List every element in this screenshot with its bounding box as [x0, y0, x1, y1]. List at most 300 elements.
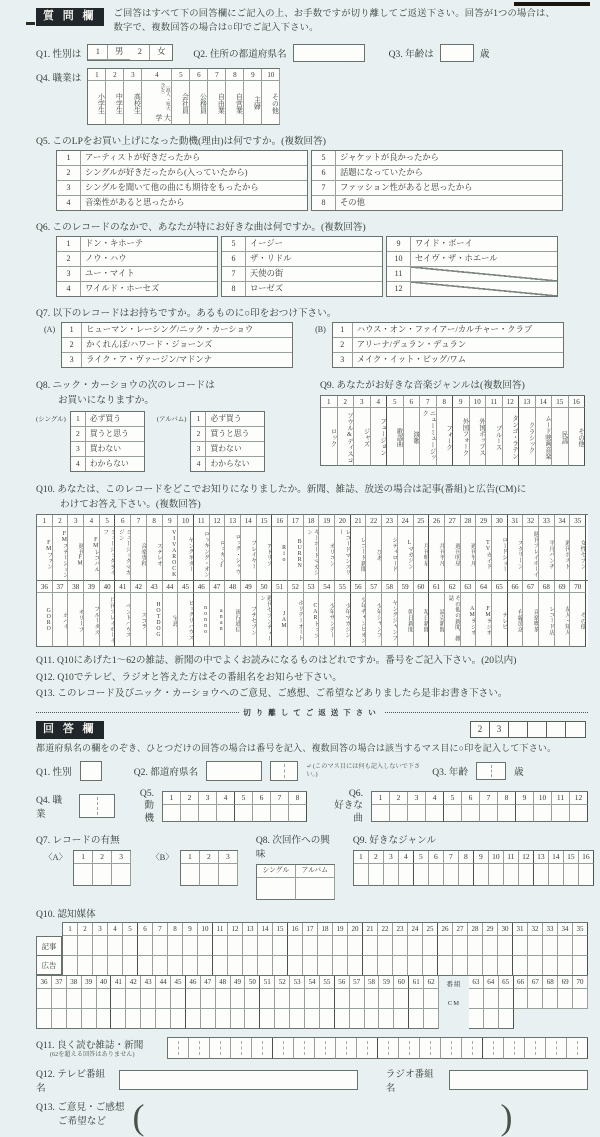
answer-cell-article[interactable] [243, 936, 258, 956]
answer-cell-article[interactable] [108, 936, 123, 956]
answer-cell-article[interactable] [216, 989, 231, 1009]
code-cell[interactable] [547, 722, 566, 737]
answer-cell-article[interactable] [183, 936, 198, 956]
answer-cell-article[interactable] [513, 936, 528, 956]
answer-cell-ad[interactable] [141, 1009, 156, 1029]
answer-cell[interactable] [253, 805, 271, 822]
answer-cell[interactable] [369, 864, 384, 886]
a-q9-column [579, 851, 594, 886]
media-column [178, 581, 194, 647]
answer-cell-ad[interactable] [156, 1009, 171, 1029]
media-column [194, 515, 210, 581]
answer-cell-ad[interactable] [153, 956, 168, 976]
a-q10-column [363, 923, 378, 976]
media-number: 55 [335, 581, 351, 593]
answer-cell[interactable] [399, 1038, 420, 1059]
q9-genre-label: その他 [569, 408, 586, 466]
answer-cell-ad[interactable] [543, 956, 558, 976]
a-q12-tv-input[interactable] [119, 1070, 358, 1090]
grid-number: 59 [379, 976, 394, 989]
answer-cell[interactable] [489, 864, 504, 886]
answer-cell-ad[interactable] [350, 1009, 365, 1029]
a-q9-column [504, 851, 519, 886]
answer-cell[interactable] [399, 864, 414, 886]
answer-cell-ad[interactable] [245, 1009, 260, 1029]
answer-cell[interactable] [546, 1038, 567, 1059]
grid-number: 29 [483, 923, 498, 936]
grid-number: 2 [93, 851, 112, 864]
q4-column [244, 69, 262, 125]
media-column [53, 581, 69, 647]
answer-cell-article[interactable] [198, 936, 213, 956]
answer-cell-ad[interactable] [333, 956, 348, 976]
answer-cell-ad[interactable] [288, 956, 303, 976]
a-q3-age-cell[interactable] [476, 762, 506, 780]
answer-cell-ad[interactable] [93, 956, 108, 976]
media-label: BURRN [288, 527, 304, 581]
answer-cell[interactable] [219, 864, 238, 886]
answer-cell-article[interactable] [273, 936, 288, 956]
answer-cell[interactable] [408, 805, 426, 822]
answer-cell[interactable] [210, 1038, 231, 1059]
answer-cell-article[interactable] [37, 989, 52, 1009]
answer-cell-article[interactable] [153, 936, 168, 956]
answer-cell-ad[interactable] [513, 956, 528, 976]
q9-column [486, 396, 503, 466]
answer-cell[interactable] [573, 989, 588, 1009]
a-q10-column [499, 976, 514, 1029]
answer-cell-ad[interactable] [168, 956, 183, 976]
a-q6-grid [371, 791, 588, 822]
answer-cell-article[interactable] [378, 936, 393, 956]
a-q10-column [483, 923, 498, 976]
answer-cell-article[interactable] [409, 989, 424, 1009]
answer-cell[interactable] [462, 805, 480, 822]
answer-cell-ad[interactable] [201, 1009, 216, 1029]
answer-cell-ad[interactable] [363, 956, 378, 976]
answer-cell[interactable] [257, 878, 296, 900]
answer-cell[interactable] [462, 1038, 483, 1059]
answer-cell-article[interactable] [453, 936, 468, 956]
answer-cell-ad[interactable] [318, 956, 333, 976]
answer-cell[interactable] [289, 805, 307, 822]
answer-cell[interactable] [441, 1038, 462, 1059]
answer-cell-cm[interactable] [469, 1009, 484, 1029]
answer-cell[interactable] [294, 1038, 315, 1059]
answer-cell[interactable] [567, 1038, 588, 1059]
answer-cell-ad[interactable] [78, 956, 93, 976]
answer-cell-ad[interactable] [216, 1009, 231, 1029]
q4-occupation-label: 自営業 [226, 81, 244, 125]
answer-cell[interactable] [168, 1038, 189, 1059]
answer-cell-ad[interactable] [198, 956, 213, 976]
answer-cell-ad[interactable] [273, 956, 288, 976]
answer-cell-ad[interactable] [275, 1009, 290, 1029]
answer-cell-ad[interactable] [97, 1009, 112, 1029]
answer-cell-ad[interactable] [37, 1009, 52, 1029]
q3-age-input-box[interactable] [440, 44, 474, 62]
grid-number: 3 [199, 792, 217, 805]
media-column [304, 515, 320, 581]
answer-cell-ad[interactable] [231, 1009, 246, 1029]
answer-cell-article[interactable] [365, 989, 380, 1009]
q8-option: 買うと思う [86, 427, 144, 442]
answer-cell[interactable] [378, 1038, 399, 1059]
row-label-article: 記事 [36, 936, 62, 956]
answer-cell-article[interactable] [363, 936, 378, 956]
answer-cell-ad[interactable] [108, 956, 123, 976]
a-q10-column [424, 976, 439, 1029]
answer-cell-article[interactable] [245, 989, 260, 1009]
answer-cell[interactable] [552, 805, 570, 822]
answer-cell-article[interactable] [213, 936, 228, 956]
answer-cell-ad[interactable] [67, 1009, 82, 1029]
q6-number: 12 [387, 282, 411, 296]
media-label: オリーブ [68, 593, 84, 647]
q5-reasons-left [56, 150, 308, 211]
answer-cell-article[interactable] [303, 936, 318, 956]
answer-cell[interactable] [528, 989, 543, 1009]
answer-cell[interactable] [112, 864, 131, 886]
a-q10-column [514, 976, 529, 1029]
answer-cell-article[interactable] [228, 936, 243, 956]
answer-cell-article[interactable] [333, 936, 348, 956]
answer-cell[interactable] [549, 864, 564, 886]
a-q10-column [320, 976, 335, 1029]
q4-occupation-label: 自由業 [208, 81, 226, 125]
answer-cell[interactable] [315, 1038, 336, 1059]
code-cell[interactable] [509, 722, 528, 737]
grid-number: 32 [528, 923, 543, 936]
answer-cell-ad[interactable] [138, 956, 153, 976]
answer-cell-article[interactable] [424, 989, 439, 1009]
answer-cell-article[interactable] [97, 989, 112, 1009]
answer-cell-ad[interactable] [320, 1009, 335, 1029]
answer-cell-ad[interactable] [171, 1009, 186, 1029]
q5-reason: アーティストが好きだったから [81, 151, 307, 166]
answer-cell-ad[interactable] [183, 956, 198, 976]
answer-cell-article[interactable] [350, 989, 365, 1009]
answer-cell-article[interactable] [318, 936, 333, 956]
answer-cell[interactable] [273, 1038, 294, 1059]
q6-song [411, 282, 557, 296]
answer-cell-ad[interactable] [126, 1009, 141, 1029]
answer-cell-article[interactable] [126, 989, 141, 1009]
grid-number: 1 [63, 923, 78, 936]
answer-cell[interactable] [480, 805, 498, 822]
a-q13-comment-area[interactable] [152, 1099, 492, 1133]
answer-cell-article[interactable] [63, 936, 78, 956]
answer-cell[interactable] [534, 805, 552, 822]
answer-cell-article[interactable] [528, 936, 543, 956]
answer-cell-ad[interactable] [438, 956, 453, 976]
answer-cell[interactable] [354, 864, 369, 886]
media-number: 51 [272, 581, 288, 593]
answer-cell-article[interactable] [201, 989, 216, 1009]
grid-number: 14 [258, 923, 273, 936]
answer-cell[interactable] [181, 864, 200, 886]
answer-cell-article[interactable] [231, 989, 246, 1009]
a-q2-code-cell[interactable] [270, 761, 298, 781]
answer-cell-article[interactable] [320, 989, 335, 1009]
q5-reason: その他 [340, 197, 365, 207]
answer-cell-ad[interactable] [52, 1009, 67, 1029]
a-q10-column [82, 976, 97, 1029]
answer-cell-article[interactable] [348, 936, 363, 956]
answer-cell-article[interactable] [558, 936, 573, 956]
media-label: ヤングギター [178, 527, 194, 581]
answer-cell-article[interactable] [156, 989, 171, 1009]
answer-cell-article[interactable] [438, 936, 453, 956]
answer-cell-article[interactable] [141, 989, 156, 1009]
a-q10-column [231, 976, 246, 1029]
a-q10-column [409, 976, 424, 1029]
answer-cell[interactable] [534, 864, 549, 886]
answer-cell-article[interactable] [498, 936, 513, 956]
answer-cell-ad[interactable] [558, 956, 573, 976]
answer-cell[interactable] [483, 1038, 504, 1059]
answer-cell[interactable] [74, 864, 93, 886]
a-q10-column [484, 976, 499, 1029]
answer-cell-article[interactable] [78, 936, 93, 956]
answer-cell-ad[interactable] [379, 1009, 394, 1029]
answer-cell-ad[interactable] [394, 1009, 409, 1029]
q7-number: 3 [62, 353, 82, 367]
answer-cell-article[interactable] [168, 936, 183, 956]
answer-cell[interactable] [459, 864, 474, 886]
a-q6-column [426, 792, 444, 822]
answer-cell-ad[interactable] [290, 1009, 305, 1029]
answer-cell[interactable] [558, 989, 573, 1009]
a-q12-radio-input[interactable] [449, 1070, 588, 1090]
answer-cell-article[interactable] [111, 989, 126, 1009]
answer-cell-article[interactable] [393, 936, 408, 956]
grid-number: 36 [37, 976, 52, 989]
answer-cell-ad[interactable] [123, 956, 138, 976]
a-q6-column [462, 792, 480, 822]
q7-records-b [332, 322, 564, 368]
answer-cell[interactable] [252, 1038, 273, 1059]
answer-cell-ad[interactable] [453, 956, 468, 976]
q7-b-label: (B) [315, 324, 326, 334]
question-section [36, 8, 588, 703]
answer-cell-cm[interactable] [499, 1009, 514, 1029]
answer-cell-cm[interactable] [484, 1009, 499, 1029]
answer-cell-article[interactable] [483, 936, 498, 956]
media-column [523, 581, 539, 647]
answer-cell-program[interactable] [484, 989, 499, 1009]
a-q10-column [290, 976, 305, 1029]
media-number: 50 [257, 581, 273, 593]
answer-cell-ad[interactable] [408, 956, 423, 976]
answer-cell-article[interactable] [394, 989, 409, 1009]
answer-cell[interactable] [444, 805, 462, 822]
answer-cell[interactable] [516, 805, 534, 822]
code-cell[interactable] [528, 722, 547, 737]
answer-cell-ad[interactable] [243, 956, 258, 976]
answer-cell[interactable] [579, 864, 594, 886]
answer-cell[interactable] [296, 878, 335, 900]
answer-cell-ad[interactable] [63, 956, 78, 976]
answer-cell-ad[interactable] [378, 956, 393, 976]
answer-cell[interactable] [231, 1038, 252, 1059]
media-number: 48 [225, 581, 241, 593]
a-q4-occupation-cell[interactable] [79, 794, 115, 818]
grid-number: 41 [111, 976, 126, 989]
answer-cell-ad[interactable] [483, 956, 498, 976]
grid-number: 30 [498, 923, 513, 936]
answer-cell-article[interactable] [260, 989, 275, 1009]
answer-cell[interactable] [429, 864, 444, 886]
answer-cell-ad[interactable] [365, 1009, 380, 1029]
q9-number: 11 [486, 396, 503, 408]
answer-cell-ad[interactable] [303, 956, 318, 976]
media-column [319, 515, 335, 581]
answer-cell[interactable] [181, 805, 199, 822]
media-label: Rio [272, 527, 288, 581]
answer-cell-article[interactable] [171, 989, 186, 1009]
answer-cell-article[interactable] [258, 936, 273, 956]
a-q2-prefecture-cell[interactable] [206, 761, 262, 781]
answer-cell[interactable] [200, 864, 219, 886]
q8-title-line2: お買いになりますか。 [58, 394, 154, 406]
media-label: キーボードマガジン [304, 527, 320, 581]
answer-cell[interactable] [474, 864, 489, 886]
grid-number: 3 [384, 851, 399, 864]
answer-cell[interactable] [217, 805, 235, 822]
q6-number: 3 [57, 267, 81, 282]
a-q9-column [519, 851, 534, 886]
answer-cell[interactable] [420, 1038, 441, 1059]
q7-number: 2 [333, 338, 353, 353]
answer-cell-article[interactable] [52, 989, 67, 1009]
grid-number: 9 [474, 851, 489, 864]
answer-cell[interactable] [519, 864, 534, 886]
q2-label: Q2. 住所の都道府県名 [193, 48, 287, 60]
answer-cell[interactable] [336, 1038, 357, 1059]
answer-cell[interactable] [570, 805, 588, 822]
answer-cell-ad[interactable] [528, 956, 543, 976]
answer-cell-ad[interactable] [82, 1009, 97, 1029]
q4-number: 7 [208, 69, 226, 81]
answer-cell-ad[interactable] [348, 956, 363, 976]
answer-cell[interactable] [235, 805, 253, 822]
a-q10-column [379, 976, 394, 1029]
answer-cell[interactable] [504, 864, 519, 886]
answer-cell-ad[interactable] [213, 956, 228, 976]
answer-cell[interactable] [525, 1038, 546, 1059]
a-q1-gender-cell[interactable] [80, 761, 102, 781]
media-number: 61 [429, 581, 445, 593]
answer-cell[interactable] [372, 805, 390, 822]
answer-cell-ad[interactable] [305, 1009, 320, 1029]
answer-cell-article[interactable] [379, 989, 394, 1009]
grid-number: 58 [365, 976, 380, 989]
answer-cell-article[interactable] [275, 989, 290, 1009]
media-column [257, 581, 273, 647]
a-q10-column [468, 923, 483, 976]
answer-cell-article[interactable] [408, 936, 423, 956]
answer-cell[interactable] [93, 864, 112, 886]
media-number: 63 [461, 581, 477, 593]
answer-cell-article[interactable] [423, 936, 438, 956]
code-cell[interactable]: 3 [490, 722, 509, 737]
answer-cell-article[interactable] [82, 989, 97, 1009]
q1-label: Q1. 性別は [36, 48, 82, 60]
answer-cell[interactable] [390, 805, 408, 822]
answer-cell-program[interactable] [469, 989, 484, 1009]
answer-cell-article[interactable] [67, 989, 82, 1009]
answer-cell[interactable] [498, 805, 516, 822]
code-cell[interactable] [566, 722, 585, 737]
answer-cell-ad[interactable] [498, 956, 513, 976]
answer-cell-ad[interactable] [111, 1009, 126, 1029]
media-label: ステレオ [147, 527, 163, 581]
answer-cell-ad[interactable] [423, 956, 438, 976]
answer-cell-article[interactable] [573, 936, 588, 956]
answer-cell-ad[interactable] [393, 956, 408, 976]
answer-cell-ad[interactable] [186, 1009, 201, 1029]
answer-cell-article[interactable] [138, 936, 153, 956]
answer-cell[interactable] [426, 805, 444, 822]
answer-cell-article[interactable] [186, 989, 201, 1009]
answer-cell-article[interactable] [305, 989, 320, 1009]
answer-cell[interactable] [543, 989, 558, 1009]
media-column [241, 581, 257, 647]
answer-cell-ad[interactable] [424, 1009, 439, 1029]
answer-cell[interactable] [199, 805, 217, 822]
answer-cell-article[interactable] [543, 936, 558, 956]
answer-cell-article[interactable] [468, 936, 483, 956]
grid-number: 14 [549, 851, 564, 864]
q9-column [569, 396, 586, 466]
grid-number: 16 [579, 851, 594, 864]
code-cell[interactable]: 2 [471, 722, 490, 737]
q4-number: 6 [190, 69, 208, 81]
answer-cell-article[interactable] [123, 936, 138, 956]
q2-prefecture-input-box[interactable] [293, 44, 365, 62]
answer-cell[interactable] [564, 864, 579, 886]
answer-cell[interactable] [271, 805, 289, 822]
answer-cell[interactable] [414, 864, 429, 886]
answer-cell[interactable] [163, 805, 181, 822]
answer-cell[interactable] [504, 1038, 525, 1059]
answer-cell-article[interactable] [335, 989, 350, 1009]
q9-column [503, 396, 520, 466]
answer-cell-ad[interactable] [573, 956, 588, 976]
grid-number: 8 [289, 792, 307, 805]
answer-cell[interactable] [189, 1038, 210, 1059]
answer-cell-ad[interactable] [260, 1009, 275, 1029]
answer-cell-article[interactable] [290, 989, 305, 1009]
answer-cell[interactable] [357, 1038, 378, 1059]
answer-cell-article[interactable] [288, 936, 303, 956]
answer-cell-ad[interactable] [335, 1009, 350, 1029]
answer-cell-ad[interactable] [228, 956, 243, 976]
answer-cell-ad[interactable] [468, 956, 483, 976]
answer-cell[interactable] [444, 864, 459, 886]
answer-cell-program[interactable] [499, 989, 514, 1009]
media-column [492, 515, 508, 581]
answer-cell-article[interactable] [93, 936, 108, 956]
answer-cell[interactable] [514, 989, 529, 1009]
answer-cell[interactable] [384, 864, 399, 886]
media-column [539, 515, 555, 581]
grid-number: 69 [558, 976, 573, 989]
answer-cell-ad[interactable] [258, 956, 273, 976]
media-number: 60 [414, 581, 430, 593]
answer-cell-ad[interactable] [409, 1009, 424, 1029]
